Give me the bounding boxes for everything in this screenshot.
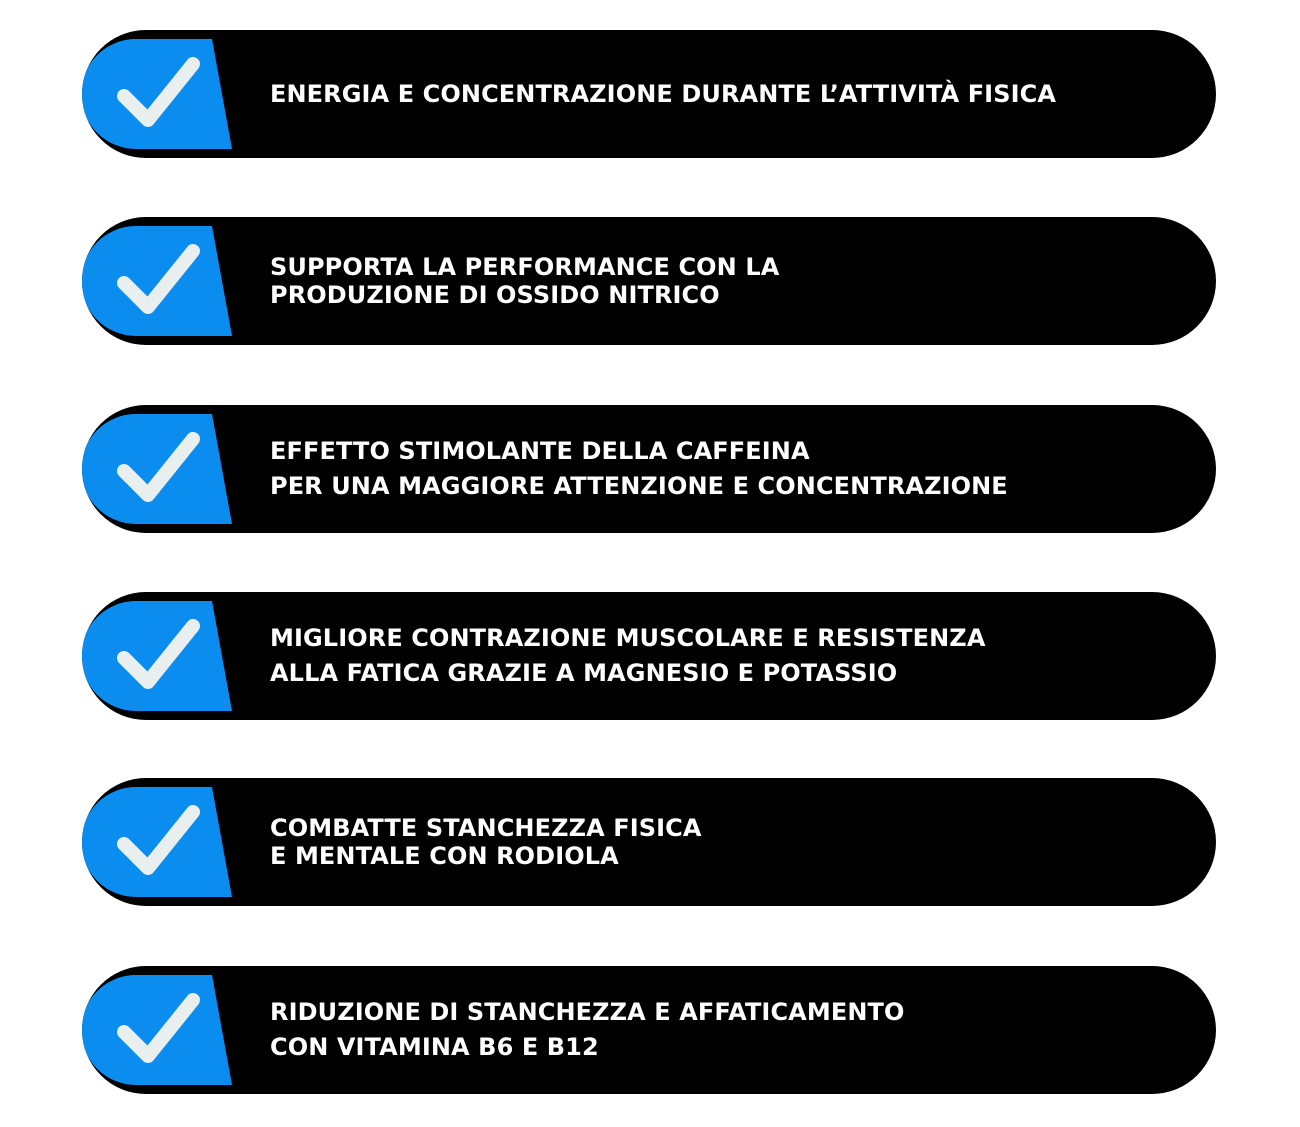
- benefit-line: COMBATTE STANCHEZZA FISICA: [270, 814, 702, 842]
- benefit-line: ENERGIA E CONCENTRAZIONE DURANTE L’ATTIVITÀ FISICA: [270, 80, 1057, 108]
- benefit-line: CON VITAMINA B6 E B12: [270, 1033, 599, 1061]
- checkmark-icon: [82, 592, 242, 720]
- benefit-text: [270, 217, 1156, 345]
- benefit-item: [82, 30, 1216, 158]
- benefit-line: RIDUZIONE DI STANCHEZZA E AFFATICAMENTO: [270, 998, 905, 1026]
- benefit-text: [270, 592, 1156, 720]
- benefit-item: [82, 778, 1216, 906]
- benefit-item: [82, 217, 1216, 345]
- benefit-text: [270, 778, 1156, 906]
- checkmark-icon: [82, 405, 242, 533]
- checkmark-icon: [82, 30, 242, 158]
- benefit-line: ALLA FATICA GRAZIE A MAGNESIO E POTASSIO: [270, 659, 898, 687]
- benefit-line: MIGLIORE CONTRAZIONE MUSCOLARE E RESISTENZA: [270, 624, 986, 652]
- benefit-text: [270, 966, 1156, 1094]
- benefit-text: [270, 405, 1156, 533]
- benefit-line: E MENTALE CON RODIOLA: [270, 842, 619, 870]
- benefit-line: SUPPORTA LA PERFORMANCE CON LA: [270, 253, 780, 281]
- benefit-item: [82, 405, 1216, 533]
- checkmark-icon: [82, 778, 242, 906]
- benefit-line: EFFETTO STIMOLANTE DELLA CAFFEINA: [270, 437, 810, 465]
- benefit-line: PRODUZIONE DI OSSIDO NITRICO: [270, 281, 720, 309]
- checkmark-icon: [82, 966, 242, 1094]
- benefit-item: [82, 592, 1216, 720]
- checkmark-icon: [82, 217, 242, 345]
- benefit-item: [82, 966, 1216, 1094]
- benefit-line: PER UNA MAGGIORE ATTENZIONE E CONCENTRAZIONE: [270, 472, 1008, 500]
- benefit-text: [270, 30, 1156, 158]
